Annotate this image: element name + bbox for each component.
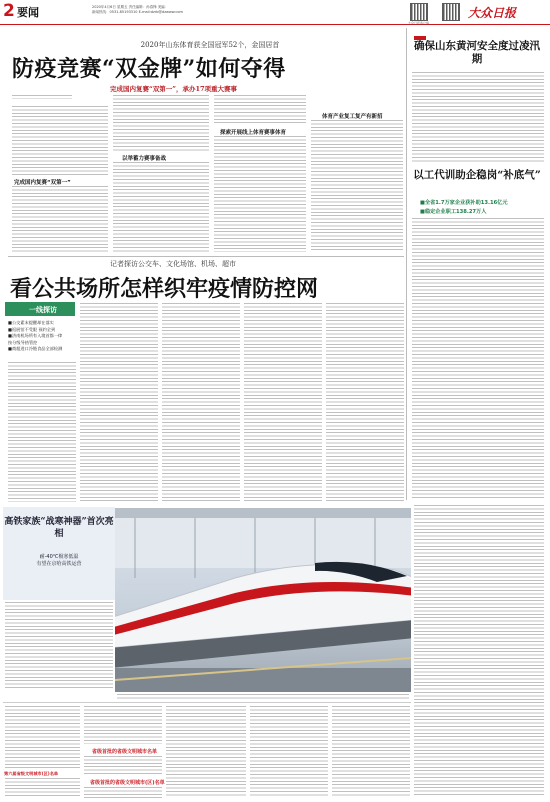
article-column (244, 303, 322, 501)
train-headline: 高铁家族“战寒神器”首次亮相 (4, 517, 114, 539)
section-title: 要闻 (17, 6, 39, 19)
train-photo (115, 508, 411, 692)
industry-headline: 以工代训助企稳岗“补底气” (413, 169, 541, 181)
qr-code-icon (442, 3, 460, 21)
name-list (166, 706, 246, 798)
article-column (5, 602, 113, 690)
name-list (84, 756, 162, 776)
lead-kicker: 2020年山东体育获全国冠军52个，金国居首 (140, 41, 280, 49)
article-column (414, 505, 544, 797)
column-subtitle: 完成国内复赛“双第一” (14, 180, 71, 186)
column-subtitle: 体育产业复工复产有新招 (322, 114, 383, 120)
bullet-item: 按分级导热管控 (8, 339, 38, 345)
name-list (250, 706, 328, 798)
newspaper-logo: 大众日报 (468, 6, 517, 20)
column-subtitle: 探索开展线上体育赛事体育 (220, 130, 287, 136)
article-column (412, 72, 544, 162)
flood-headline: 确保山东黄河安全度过凌汛期 (414, 40, 540, 65)
name-list (84, 787, 162, 798)
train-subtitle (3, 554, 115, 568)
bullet-list (8, 320, 76, 353)
page-header (0, 0, 550, 25)
story2-headline: 看公共场所怎样织牢疫情防控网 (10, 276, 319, 302)
industry-stat-2: ■稳定企业职工138.27万人 (420, 209, 487, 215)
article-column (80, 303, 158, 501)
train-sub-2: 有望在京哈高铁运营 (36, 561, 82, 567)
train-illustration (115, 508, 411, 692)
bullet-item: ■逛展馆不受限 预约全到 (8, 326, 56, 332)
bullet-item: ■济南机场所有入境首都一律 (8, 333, 63, 338)
article-column (162, 303, 240, 501)
column-subtitle: 以举蓄力赛事备战 (122, 156, 167, 162)
article-column (214, 95, 306, 125)
article-column (311, 120, 403, 252)
meta-line-2: 新闻热线：0531-85193310 E-mail:dzrb@dzwww.com (92, 9, 183, 14)
article-column (214, 136, 306, 252)
lead-subhead: 完成国内复赛“双第一”，承办17项重大赛事 (110, 85, 238, 93)
meta-line-1: 2020年4月6日 星期五 责任编辑：孙春锋 美编： (92, 5, 169, 9)
article-column (12, 186, 108, 252)
article-column (412, 218, 544, 500)
article-column (113, 162, 209, 252)
industry-stat-1: ■全省1.7万家企业获补助13.16亿元 (420, 200, 508, 206)
article-column (113, 95, 209, 151)
story2-kicker: 记者探访公交车、文化场馆、机场、超市 (110, 260, 236, 268)
article-column (12, 106, 108, 176)
header-meta (92, 5, 312, 14)
photo-caption (117, 694, 409, 700)
lead-headline: 防疫竞赛“双金牌”如何夺得 (12, 56, 286, 82)
train-sub-1: 耐-40℃极寒低温 (39, 554, 79, 560)
name-list (5, 778, 80, 798)
article-column (5, 706, 80, 768)
article-column (326, 303, 404, 501)
list-heading: 省级首批的省级文明城市名单 (92, 749, 158, 755)
list-heading: 第六届省级文明城市(区)名单 (4, 771, 59, 776)
page-number: 2 (3, 1, 15, 21)
bullet-item: ■商超进口冷链食品全部检测 (8, 346, 63, 351)
section-divider (8, 256, 404, 257)
article-column (8, 362, 76, 502)
name-list (84, 706, 162, 744)
name-list (332, 706, 410, 798)
qr-code-icon (410, 3, 428, 21)
byline (12, 95, 110, 105)
list-heading: 省级首批的省级文明城市(区)名单 (90, 780, 165, 786)
tag-badge: 一线探访 (5, 302, 75, 316)
qr1-label: 大众日报客户端 (408, 21, 430, 25)
bullet-item: ■公交素末提醒却在落实 (8, 320, 54, 325)
